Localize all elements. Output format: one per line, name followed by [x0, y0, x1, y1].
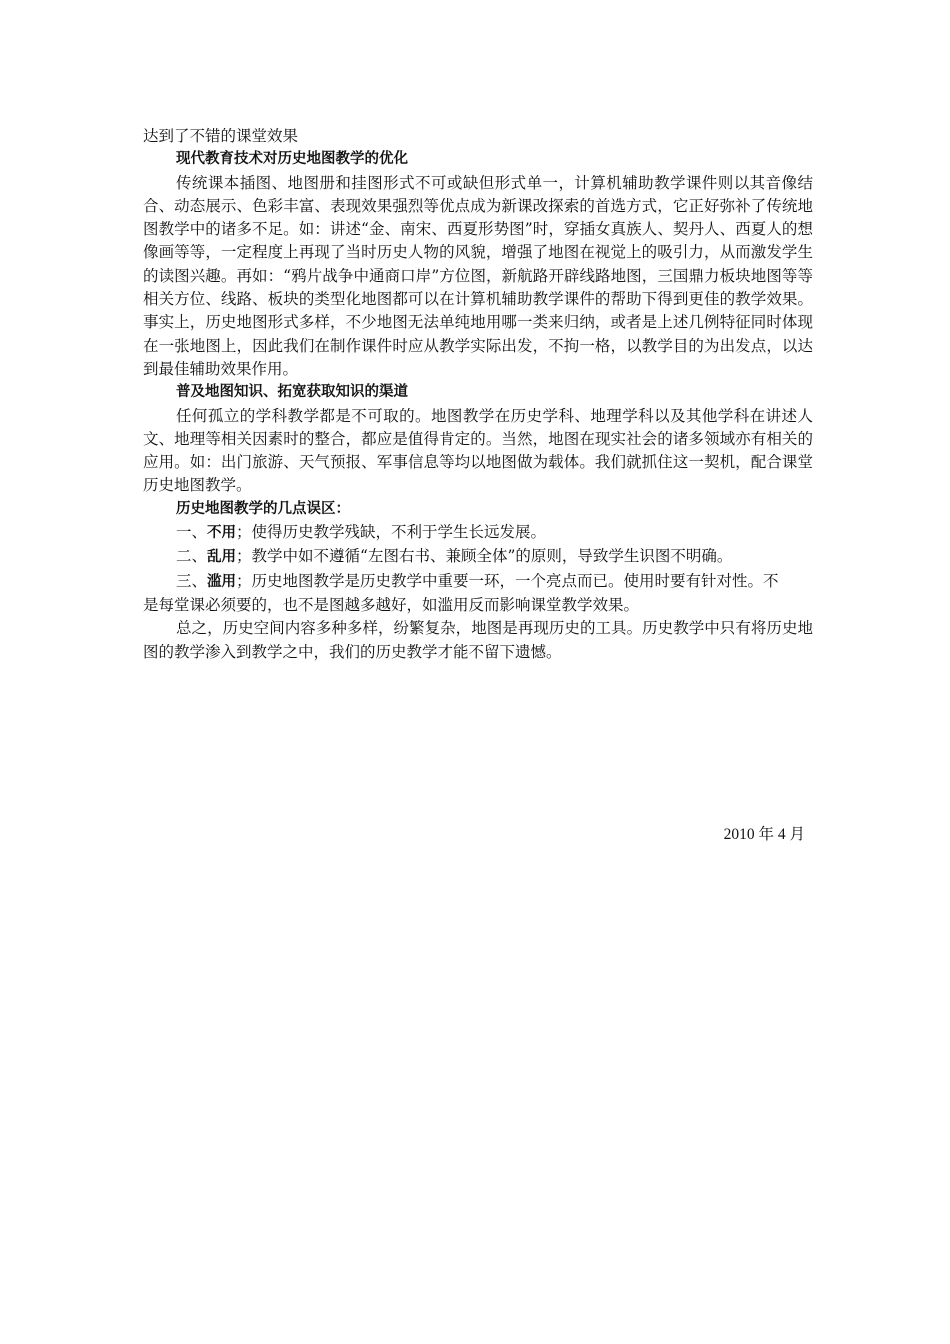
paragraph-conclusion: 总之，历史空间内容多种多样，纷繁复杂，地图是再现历史的工具。历史教学中只有将历史地图的教学渗入到教学之中，我们的历史教学才能不留下遗憾。 — [143, 619, 813, 661]
item-text: ；使得历史教学残缺，不利于学生长远发展。 — [236, 523, 547, 542]
item-prefix: 三、 — [176, 571, 208, 590]
paragraph-map-knowledge: 任何孤立的学科教学都是不可取的。地图教学在历史学科、地理学科以及其他学科在讲述人文、地理等相关因素时的整合，都应是值得肯定的。当然，地图在现实社会的诸多领域亦有相关的应用。如：出门旅游、天气预报、军事信息等均以地图做为载体。我们就抓住这一契机，配合课堂历史地图教学。 — [143, 406, 813, 495]
item-term: 滥用 — [207, 573, 237, 590]
misconception-item-3 — [143, 570, 813, 594]
item-text: ；历史地图教学是历史教学中重要一环，一个亮点而已。使用时要有针对性。不 — [236, 571, 779, 590]
section-heading-map-knowledge: 普及地图知识、拓宽获取知识的渠道 — [176, 384, 408, 401]
section-heading-misconceptions: 历史地图教学的几点误区： — [176, 500, 350, 517]
item-term: 乱用 — [207, 549, 237, 566]
misconception-item-2 — [143, 545, 813, 569]
document-body — [143, 125, 813, 664]
misconception-item-3-continuation: 是每堂课必须要的，也不是图越多越好，如滥用反而影响课堂教学效果。 — [143, 595, 640, 614]
item-prefix: 二、 — [176, 547, 208, 566]
section-heading-optimization: 现代教育技术对历史地图教学的优化 — [176, 151, 408, 168]
opening-line: 达到了不错的课堂效果 — [143, 127, 299, 145]
document-date: 2010 年 4 月 — [723, 826, 805, 843]
item-term: 不用 — [207, 525, 237, 542]
paragraph-optimization: 传统课本插图、地图册和挂图形式不可或缺但形式单一，计算机辅助教学课件则以其音像结合、动态展示、色彩丰富、表现效果强烈等优点成为新课改探索的首选方式，它正好弥补了传统地图教学中的诸多不足。如：讲述“金、南宋、西夏形势图”时，穿插女真族人、契丹人、西夏人的想像画等等，一定程度上再现了当时历史人物的风貌，增强了地图在视觉上的吸引力，从而激发学生的读图兴趣。再如：“鸦片战争中通商口岸”方位图，新航路开辟线路地图，三国鼎力板块地图等等相关方位、线路、板块的类型化地图都可以在计算机辅助教学课件的帮助下得到更佳的教学效果。事实上，历史地图形式多样，不少地图无法单纯地用哪一类来归纳，或者是上述几例特征同时体现在一张地图上，因此我们在制作课件时应从教学实际出发，不拘一格，以教学目的为出发点，以达到最佳辅助效果作用。 — [143, 173, 813, 378]
misconception-item-1 — [143, 521, 813, 545]
item-text: ；教学中如不遵循“左图右书、兼顾全体”的原则，导致学生识图不明确。 — [236, 547, 733, 566]
item-prefix: 一、 — [176, 523, 208, 542]
